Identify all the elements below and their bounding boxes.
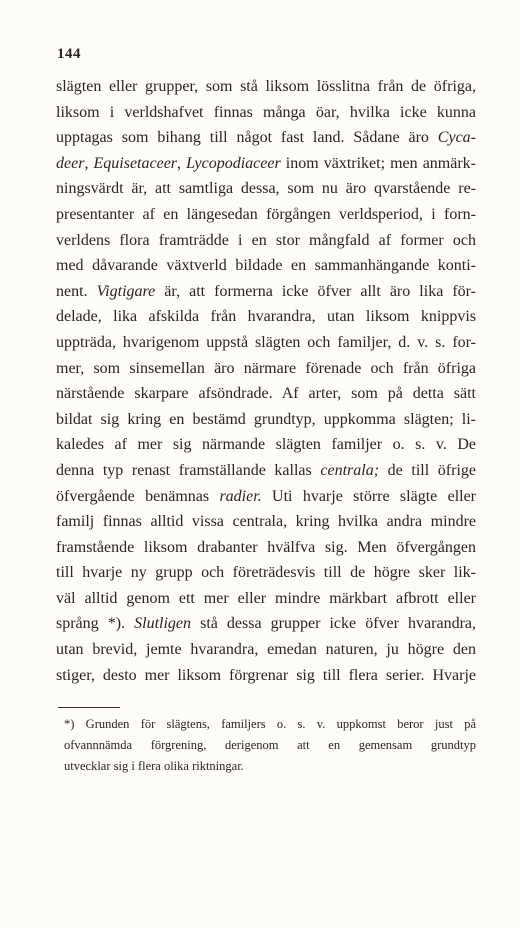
text-line: presentanter af en längesedan förgången verldsperiod, i forn- [56,205,476,223]
text-line: liksom i verldshafvet finnas många öar, hvilka icke kunna [56,103,476,121]
text-line: med dåvarande växtverld bildade en sammanhängande konti- [56,257,476,275]
text-line: stiger, desto mer liksom förgrenar sig till flera serier. Hvarje [56,666,476,684]
text-line: delade, lika afskilda från hvarandra, utan liksom knippvis [56,308,476,326]
text-line: bildat sig kring en bestämd grundtyp, uppkomma slägten; li- [56,410,476,428]
text-line: deer, Equisetaceer, Lycopodiaceer inom växtriket; men anmärk- [56,154,476,172]
text-line: kaledes af mer sig närmande slägten familjer o. s. v. De [56,436,476,454]
footnote [56,714,476,777]
text-line: närstående skarpare afsöndrade. Af arter, som på detta sätt [56,385,476,403]
footnote-line: *) Grunden för slägtens, familjers o. s. v. uppkomst beror just på [64,717,476,731]
text-line: denna typ renast framställande kallas centrala; de till öfrige [56,461,476,479]
text-line: väl alltid genom ett mer eller mindre märkbart afbrott eller [56,589,476,607]
text-line: verldens flora framträdde i en stor mångfald af former och [56,231,476,249]
page-number: 144 [57,46,81,62]
text-line: språng *). Slutligen stå dessa grupper icke öfver hvarandra, [56,615,476,633]
text-line: slägten eller grupper, som stå liksom lösslitna från de öfriga, [56,78,476,95]
text-line: upptagas som bihang till något fast land. Sådane äro Cyca- [56,129,476,147]
body-text [56,74,476,688]
text-line: ningsvärdt är, att samtliga dessa, som nu äro qvarstående re- [56,180,476,198]
footnote-divider [58,707,120,708]
footnote-line: ofvannnämda förgrening, derigenom att en gemensam grundtyp [64,738,476,752]
text-line: öfvergående benämnas radier. Uti hvarje större slägte eller [56,487,477,505]
text-line: nent. Vigtigare är, att formerna icke öfver allt äro lika för- [56,282,477,300]
footnote-line: utvecklar sig i flera olika riktningar. [64,759,244,773]
text-line: utan brevid, jemte hvarandra, emedan naturen, ju högre den [56,641,476,659]
text-line: framstående liksom drabanter hvälfva sig. Men öfvergången [56,538,476,556]
text-line: till hvarje ny grupp och företrädesvis till de högre sker lik- [56,564,476,582]
text-line: mer, som sinsemellan äro närmare förenade och från öfriga [56,359,476,377]
text-line: uppträda, hvarigenom uppstå slägten och familjer, d. v. s. for- [56,333,476,351]
text-line: familj finnas alltid vissa centrala, kring hvilka andra mindre [56,513,476,531]
